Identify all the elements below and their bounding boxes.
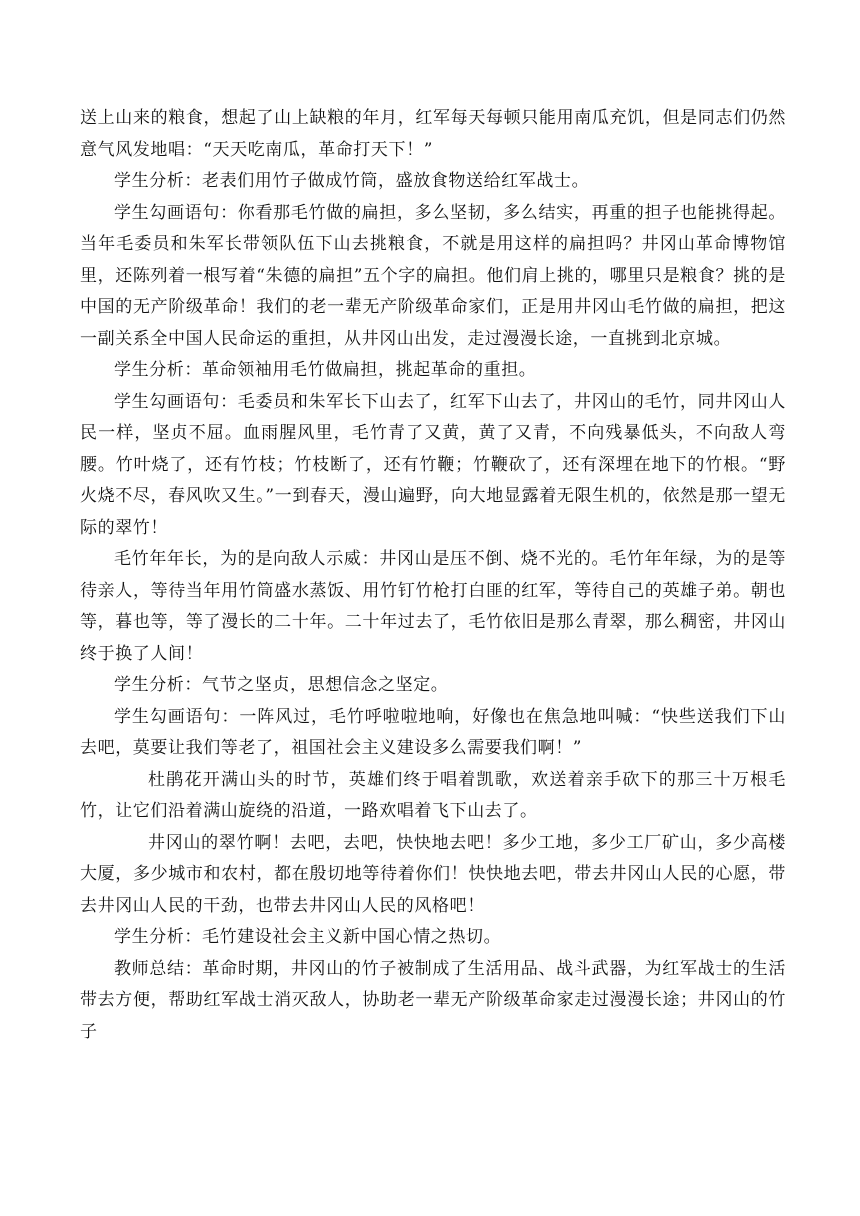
document-page <box>80 103 786 1048</box>
paragraph: 杜鹃花开满山头的时节，英雄们终于唱着凯歌，欢送着亲手砍下的那三十万根毛竹，让它们沿着满山旋绕的沿道，一路欢唱着飞下山去了。 <box>80 769 786 821</box>
paragraph: 教师总结：革命时期，井冈山的竹子被制成了生活用品、战斗武器，为红军战士的生活带去方便，帮助红军战士消灭敌人，协助老一辈无产阶级革命家走过漫漫长途；井冈山的竹子 <box>80 958 786 1042</box>
paragraph: 学生分析：革命领袖用毛竹做扁担，挑起革命的重担。 <box>114 360 537 380</box>
paragraph: 学生分析：老表们用竹子做成竹筒，盛放食物送给红军战士。 <box>114 171 590 191</box>
paragraph: 学生勾画语句：你看那毛竹做的扁担，多么坚韧，多么结实，再重的担子也能挑得起。当年毛委员和朱军长带领队伍下山去挑粮食，不就是用这样的扁担吗？井冈山革命博物馆里，还陈列着一根写着“朱德的扁担”五个字的扁担。他们肩上挑的，哪里只是粮食？挑的是中国的无产阶级革命！我们的老一辈无产阶级革命家们，正是用井冈山毛竹做的扁担，把这一副关系全中国人民命运的重担，从井冈山出发，走过漫漫长途，一直挑到北京城。 <box>80 202 786 349</box>
paragraph: 井冈山的翠竹啊！去吧，去吧，快快地去吧！多少工地，多少工厂矿山，多少高楼大厦，多少城市和农村，都在殷切地等待着你们！快快地去吧，带去井冈山人民的心愿，带去井冈山人民的干劲，也带去井冈山人民的风格吧！ <box>80 832 786 916</box>
paragraph: 毛竹年年长，为的是向敌人示威：井冈山是压不倒、烧不光的。毛竹年年绿，为的是等待亲人，等待当年用竹筒盛水蒸饭、用竹钉竹枪打白匪的红军，等待自己的英雄子弟。朝也等，暮也等，等了漫长的二十年。二十年过去了，毛竹依旧是那么青翠，那么稠密，井冈山终于换了人间！ <box>80 549 786 664</box>
paragraph: 送上山来的粮食，想起了山上缺粮的年月，红军每天每顿只能用南瓜充饥，但是同志们仍然意气风发地唱：“天天吃南瓜，革命打天下！” <box>80 108 786 160</box>
paragraph: 学生分析：毛竹建设社会主义新中国心情之热切。 <box>114 927 502 947</box>
paragraph: 学生分析：气节之坚贞，思想信念之坚定。 <box>114 675 449 695</box>
paragraph: 学生勾画语句：毛委员和朱军长下山去了，红军下山去了，井冈山的毛竹，同井冈山人民一样，坚贞不屈。血雨腥风里，毛竹青了又黄，黄了又青，不向残暴低头，不向敌人弯腰。竹叶烧了，还有竹枝；竹枝断了，还有竹鞭；竹鞭砍了，还有深埋在地下的竹根。“野火烧不尽，春风吹又生。”一到春天，漫山遍野，向大地显露着无限生机的，依然是那一望无际的翠竹！ <box>80 391 786 538</box>
paragraph: 学生勾画语句：一阵风过，毛竹呼啦啦地响，好像也在焦急地叫喊：“快些送我们下山去吧，莫要让我们等老了，祖国社会主义建设多么需要我们啊！” <box>80 706 786 758</box>
